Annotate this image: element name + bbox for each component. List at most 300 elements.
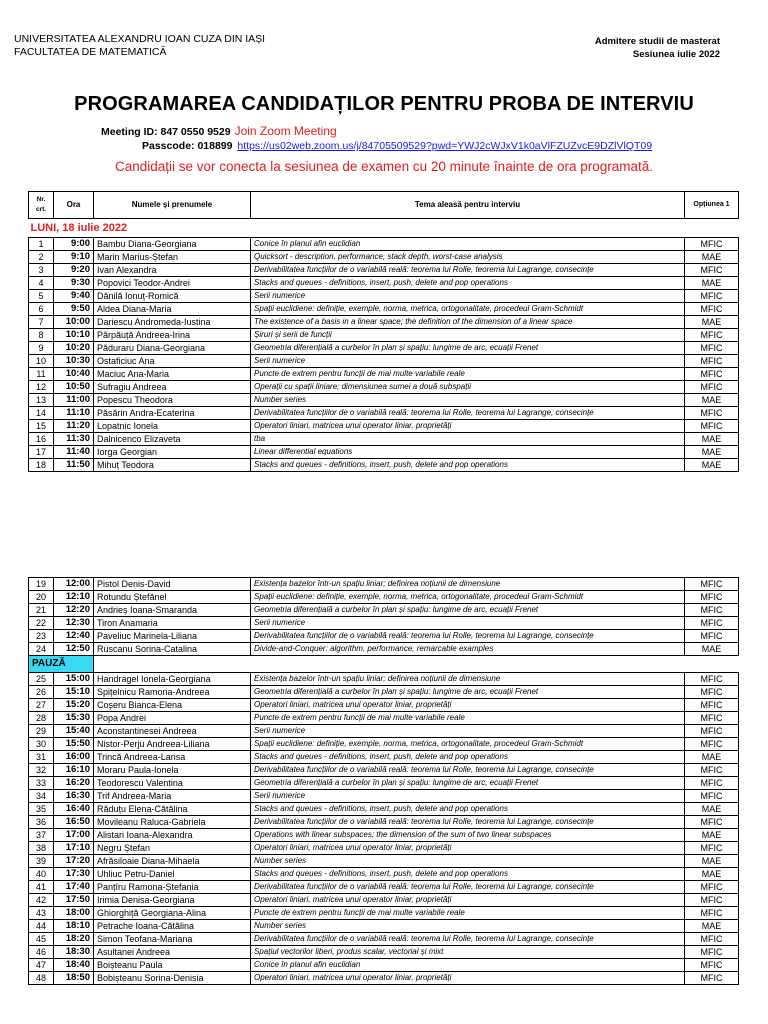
interview-topic: Geometria diferențială a curbelor în plan și spațiu: lungime de arc, ecuații Frenet (251, 777, 685, 790)
institution-block (14, 33, 265, 59)
row-number: 40 (29, 868, 54, 881)
table-row (29, 764, 739, 777)
row-number: 15 (29, 420, 54, 433)
option: MFIC (685, 604, 739, 617)
row-number: 1 (29, 238, 54, 251)
row-time: 15:20 (54, 699, 94, 712)
candidate-name: Bambu Diana-Georgiana (94, 238, 251, 251)
table-row (29, 894, 739, 907)
candidate-name: Simon Teofana-Mariana (94, 933, 251, 946)
row-number: 39 (29, 855, 54, 868)
interview-topic: Puncte de extrem pentru funcții de mai multe variabile reale (251, 712, 685, 725)
interview-topic: Operatori liniari, matricea unui operator liniar, proprietăți (251, 972, 685, 985)
admission-label: Admitere studii de masterat (594, 36, 720, 47)
row-time: 17:40 (54, 881, 94, 894)
pause-spacer (94, 656, 739, 673)
candidate-name: Handragel Ionela-Georgiana (94, 673, 251, 686)
candidate-name: Boișteanu Paula (94, 959, 251, 972)
row-time: 16:40 (54, 803, 94, 816)
option: MAE (685, 446, 739, 459)
option: MFIC (685, 764, 739, 777)
row-time: 9:30 (54, 277, 94, 290)
candidate-name: Marin Marius-Ștefan (94, 251, 251, 264)
table-row (29, 303, 739, 316)
option: MFIC (685, 725, 739, 738)
interview-topic: Existența bazelor într-un spațiu liniar; definirea noțiunii de dimensiune (251, 673, 685, 686)
row-number: 48 (29, 972, 54, 985)
interview-topic: Linear differential equations (251, 446, 685, 459)
row-number: 38 (29, 842, 54, 855)
option: MFIC (685, 342, 739, 355)
interview-topic: Stacks and queues - definitions, insert, push, delete and pop operations (251, 277, 685, 290)
interview-topic: Derivabilitatea funcțiilor de o variabilă reală: teorema lui Rolle, teorema lui Lagrange, consecințe (251, 407, 685, 420)
candidate-name: Aconstantinesei Andreea (94, 725, 251, 738)
interview-topic: tba (251, 433, 685, 446)
table-row (29, 446, 739, 459)
row-number: 28 (29, 712, 54, 725)
table-row (29, 816, 739, 829)
row-time: 18:00 (54, 907, 94, 920)
session-label: Sesiunea iulie 2022 (632, 49, 720, 60)
candidate-name: Popa Andrei (94, 712, 251, 725)
table-row (29, 329, 739, 342)
interview-topic: The existence of a basis in a linear space; the definition of the dimension of a linear space (251, 316, 685, 329)
interview-topic: Stacks and queues - definitions, insert, push, delete and pop operations (251, 751, 685, 764)
interview-topic: Derivabilitatea funcțiilor de o variabilă reală: teorema lui Rolle, teorema lui Lagrange, consecințe (251, 933, 685, 946)
join-zoom-link[interactable]: Join Zoom Meeting (234, 124, 337, 138)
row-number: 18 (29, 459, 54, 472)
row-number: 9 (29, 342, 54, 355)
option: MAE (685, 433, 739, 446)
option: MFIC (685, 578, 739, 591)
table-row (29, 751, 739, 764)
option: MFIC (685, 630, 739, 643)
row-time: 17:10 (54, 842, 94, 855)
table-row (29, 933, 739, 946)
row-number: 34 (29, 790, 54, 803)
candidate-name: Aldea Diana-Maria (94, 303, 251, 316)
row-number: 47 (29, 959, 54, 972)
candidate-name: Petrache Ioana-Cătălina (94, 920, 251, 933)
candidate-name: Andrieș Ioana-Smaranda (94, 604, 251, 617)
row-time: 11:50 (54, 459, 94, 472)
meeting-id: Meeting ID: 847 0550 9529 (101, 126, 231, 138)
row-time: 11:20 (54, 420, 94, 433)
option: MFIC (685, 777, 739, 790)
candidate-name: Sufragiu Andreea (94, 381, 251, 394)
interview-topic: Șiruri și serii de funcții (251, 329, 685, 342)
candidate-name: Nistor-Perju Andreea-Liliana (94, 738, 251, 751)
row-time: 9:20 (54, 264, 94, 277)
candidate-name: Movileanu Raluca-Gabriela (94, 816, 251, 829)
row-number: 5 (29, 290, 54, 303)
row-time: 16:30 (54, 790, 94, 803)
table-row (29, 264, 739, 277)
table-row (29, 803, 739, 816)
interview-topic: Derivabilitatea funcțiilor de o variabilă reală: teorema lui Rolle, teorema lui Lagrange, consecințe (251, 630, 685, 643)
col-nr: Nr. crt. (29, 192, 54, 219)
row-number: 42 (29, 894, 54, 907)
interview-topic: Derivabilitatea funcțiilor de o variabilă reală: teorema lui Rolle, teorema lui Lagrange, consecințe (251, 264, 685, 277)
row-time: 10:00 (54, 316, 94, 329)
table-row (29, 316, 739, 329)
option: MFIC (685, 381, 739, 394)
table-row (29, 725, 739, 738)
table-row (29, 920, 739, 933)
candidate-name: Ivan Alexandra (94, 264, 251, 277)
row-number: 26 (29, 686, 54, 699)
option: MAE (685, 643, 739, 656)
table-row (29, 699, 739, 712)
option: MFIC (685, 816, 739, 829)
interview-topic: Operations with linear subspaces; the dimension of the sum of two linear subspaces (251, 829, 685, 842)
option: MFIC (685, 790, 739, 803)
candidate-name: Dariescu Andromeda-Iustina (94, 316, 251, 329)
row-number: 19 (29, 578, 54, 591)
row-time: 12:20 (54, 604, 94, 617)
row-number: 43 (29, 907, 54, 920)
table-row (29, 238, 739, 251)
interview-topic: Stacks and queues - definitions, insert, push, delete and pop operations (251, 803, 685, 816)
row-time: 12:50 (54, 643, 94, 656)
col-tema: Tema aleasă pentru interviu (251, 192, 685, 219)
zoom-url-link[interactable]: https://us02web.zoom.us/j/84705509529?pwd=YWJ2cWJxV1k0aVlFZUZvcE9DZlVlQT09 (237, 140, 653, 152)
option: MFIC (685, 946, 739, 959)
table-row (29, 946, 739, 959)
table-row (29, 355, 739, 368)
row-number: 22 (29, 617, 54, 630)
candidate-name: Bobișteanu Sorina-Denisia (94, 972, 251, 985)
option: MFIC (685, 407, 739, 420)
interview-topic: Derivabilitatea funcțiilor de o variabilă reală: teorema lui Rolle, teorema lui Lagrange, consecințe (251, 764, 685, 777)
option: MFIC (685, 355, 739, 368)
row-number: 17 (29, 446, 54, 459)
table-row (29, 673, 739, 686)
option: MFIC (685, 712, 739, 725)
option: MFIC (685, 907, 739, 920)
row-time: 16:20 (54, 777, 94, 790)
row-number: 12 (29, 381, 54, 394)
option: MAE (685, 316, 739, 329)
option: MFIC (685, 673, 739, 686)
interview-topic: Geometria diferențială a curbelor în plan și spațiu: lungime de arc, ecuații Frenet (251, 342, 685, 355)
row-time: 9:00 (54, 238, 94, 251)
row-number: 44 (29, 920, 54, 933)
option: MFIC (685, 842, 739, 855)
option: MFIC (685, 591, 739, 604)
row-number: 21 (29, 604, 54, 617)
row-number: 11 (29, 368, 54, 381)
candidate-name: Iorga Georgian (94, 446, 251, 459)
option: MFIC (685, 686, 739, 699)
row-number: 20 (29, 591, 54, 604)
interview-topic: Operatori liniari, matricea unui operator liniar, proprietăți (251, 699, 685, 712)
interview-topic: Spații euclidiene: definiție, exemple, norma, metrica, ortogonalitate, procedeul Gram-Schmidt (251, 738, 685, 751)
candidate-name: Pistol Denis-David (94, 578, 251, 591)
option: MFIC (685, 238, 739, 251)
option: MFIC (685, 959, 739, 972)
row-time: 11:40 (54, 446, 94, 459)
row-time: 11:00 (54, 394, 94, 407)
candidate-name: Ghiorghiță Georgiana-Alina (94, 907, 251, 920)
table-row (29, 738, 739, 751)
table-row (29, 368, 739, 381)
row-time: 18:10 (54, 920, 94, 933)
option: MFIC (685, 303, 739, 316)
table-row (29, 972, 739, 985)
university-name: UNIVERSITATEA ALEXANDRU IOAN CUZA DIN IAȘI (14, 33, 266, 45)
passcode-label: Passcode: 018899 (142, 140, 233, 152)
interview-topic: Operații cu spații liniare; dimensiunea sumei a două subspații (251, 381, 685, 394)
candidate-name: Răduțu Elena-Cătălina (94, 803, 251, 816)
row-number: 37 (29, 829, 54, 842)
table-row (29, 420, 739, 433)
interview-topic: Serii numerice (251, 290, 685, 303)
table-row (29, 686, 739, 699)
option: MAE (685, 277, 739, 290)
interview-topic: Serii numerice (251, 617, 685, 630)
option: MFIC (685, 972, 739, 985)
option: MFIC (685, 368, 739, 381)
row-number: 33 (29, 777, 54, 790)
row-number: 30 (29, 738, 54, 751)
schedule-table-morning (28, 191, 739, 472)
row-number: 4 (29, 277, 54, 290)
option: MFIC (685, 894, 739, 907)
interview-topic: Derivabilitatea funcțiilor de o variabilă reală: teorema lui Rolle, teorema lui Lagrange, consecințe (251, 881, 685, 894)
candidate-name: Coșeru Bianca-Elena (94, 699, 251, 712)
interview-topic: Operatori liniari, matricea unui operator liniar, proprietăți (251, 894, 685, 907)
candidate-name: Ostaficiuc Ana (94, 355, 251, 368)
row-number: 32 (29, 764, 54, 777)
candidate-name: Asultanei Andreea (94, 946, 251, 959)
col-ora: Ora (54, 192, 94, 219)
row-number: 23 (29, 630, 54, 643)
table-row (29, 459, 739, 472)
candidate-name: Mihuț Teodora (94, 459, 251, 472)
interview-topic: Stacks and queues - definitions, insert, push, delete and pop operations (251, 459, 685, 472)
table-row (29, 381, 739, 394)
candidate-name: Teodorescu Valentina (94, 777, 251, 790)
candidate-name: Rotundu Ștefănel (94, 591, 251, 604)
col-optiune: Opțiunea 1 (685, 192, 739, 219)
row-number: 41 (29, 881, 54, 894)
col-nume: Numele și prenumele (94, 192, 251, 219)
table-row (29, 277, 739, 290)
table-row (29, 907, 739, 920)
row-time: 10:10 (54, 329, 94, 342)
row-time: 9:50 (54, 303, 94, 316)
row-time: 12:30 (54, 617, 94, 630)
candidate-name: Trincă Andreea-Larisa (94, 751, 251, 764)
faculty-name: FACULTATEA DE MATEMATICĂ (14, 46, 167, 58)
table-row (29, 643, 739, 656)
pause-row (29, 656, 739, 673)
candidate-name: Popescu Theodora (94, 394, 251, 407)
row-time: 17:50 (54, 894, 94, 907)
row-number: 16 (29, 433, 54, 446)
row-number: 46 (29, 946, 54, 959)
table-row (29, 251, 739, 264)
candidate-name: Spițelnicu Ramona-Andreea (94, 686, 251, 699)
interview-topic: Derivabilitatea funcțiilor de o variabilă reală: teorema lui Rolle, teorema lui Lagrange, consecințe (251, 816, 685, 829)
pause-label: PAUZĂ (29, 656, 94, 673)
row-time: 15:30 (54, 712, 94, 725)
interview-topic: Operatori liniari, matricea unui operator liniar, proprietăți (251, 420, 685, 433)
interview-topic: Spații euclidiene: definiție, exemple, norma, metrica, ortogonalitate, procedeul Gram-Schmidt (251, 591, 685, 604)
candidate-name: Ruscanu Sorina-Catalina (94, 643, 251, 656)
row-time: 16:00 (54, 751, 94, 764)
candidate-name: Paveliuc Marinela-Liliana (94, 630, 251, 643)
row-time: 18:50 (54, 972, 94, 985)
candidate-name: Pârpăuță Andreea-Irina (94, 329, 251, 342)
interview-topic: Number series (251, 855, 685, 868)
passcode-info (142, 140, 652, 152)
row-time: 17:30 (54, 868, 94, 881)
table-row (29, 342, 739, 355)
row-time: 15:50 (54, 738, 94, 751)
row-time: 10:50 (54, 381, 94, 394)
row-time: 17:00 (54, 829, 94, 842)
connection-notice: Candidații se vor conecta la sesiunea de examen cu 20 minute înainte de ora programată. (114, 159, 654, 174)
row-time: 11:30 (54, 433, 94, 446)
table-row (29, 790, 739, 803)
meeting-info (101, 124, 337, 138)
candidate-name: Alistari Ioana-Alexandra (94, 829, 251, 842)
table-row (29, 868, 739, 881)
candidate-name: Dănilă Ionuț-Romică (94, 290, 251, 303)
row-time: 9:10 (54, 251, 94, 264)
table-row (29, 617, 739, 630)
row-time: 12:00 (54, 578, 94, 591)
option: MFIC (685, 933, 739, 946)
option: MAE (685, 394, 739, 407)
row-number: 27 (29, 699, 54, 712)
interview-topic: Serii numerice (251, 790, 685, 803)
row-number: 13 (29, 394, 54, 407)
option: MAE (685, 459, 739, 472)
schedule-table-afternoon (28, 577, 739, 985)
row-number: 2 (29, 251, 54, 264)
row-time: 9:40 (54, 290, 94, 303)
candidate-name: Afrăsiloaie Diana-Mihaela (94, 855, 251, 868)
option: MAE (685, 855, 739, 868)
session-block (595, 35, 720, 61)
interview-topic: Number series (251, 394, 685, 407)
interview-topic: Puncte de extrem pentru funcții de mai multe variabile reale (251, 907, 685, 920)
row-number: 25 (29, 673, 54, 686)
row-time: 10:30 (54, 355, 94, 368)
option: MFIC (685, 264, 739, 277)
row-time: 18:20 (54, 933, 94, 946)
option: MAE (685, 251, 739, 264)
interview-topic: Serii numerice (251, 725, 685, 738)
candidate-name: Uhliuc Petru-Daniel (94, 868, 251, 881)
row-number: 36 (29, 816, 54, 829)
table-row (29, 959, 739, 972)
candidate-name: Lopatnic Ionela (94, 420, 251, 433)
row-time: 10:40 (54, 368, 94, 381)
row-time: 12:40 (54, 630, 94, 643)
interview-topic: Conice în planul afin euclidian (251, 238, 685, 251)
table-row (29, 591, 739, 604)
row-time: 12:10 (54, 591, 94, 604)
row-number: 29 (29, 725, 54, 738)
candidate-name: Irimia Denisa-Georgiana (94, 894, 251, 907)
interview-topic: Spații euclidiene: definiție, exemple, norma, metrica, ortogonalitate, procedeul Gram-Schmidt (251, 303, 685, 316)
row-time: 17:20 (54, 855, 94, 868)
table-row (29, 842, 739, 855)
option: MFIC (685, 290, 739, 303)
interview-topic: Existența bazelor într-un spațiu liniar; definirea noțiunii de dimensiune (251, 578, 685, 591)
option: MFIC (685, 420, 739, 433)
option: MAE (685, 751, 739, 764)
candidate-name: Păduraru Diana-Georgiana (94, 342, 251, 355)
table-row (29, 407, 739, 420)
option: MFIC (685, 881, 739, 894)
interview-topic: Geometria diferențială a curbelor în plan și spațiu: lungime de arc, ecuații Frenet (251, 686, 685, 699)
table-row (29, 630, 739, 643)
row-time: 18:40 (54, 959, 94, 972)
row-number: 3 (29, 264, 54, 277)
interview-topic: Divide-and-Conquer: algorithm, performance, remarcable examples (251, 643, 685, 656)
option: MAE (685, 920, 739, 933)
candidate-name: Trif Andreea-Maria (94, 790, 251, 803)
row-number: 31 (29, 751, 54, 764)
option: MAE (685, 803, 739, 816)
table-row (29, 578, 739, 591)
candidate-name: Păsărin Andra-Ecaterina (94, 407, 251, 420)
row-number: 8 (29, 329, 54, 342)
row-number: 14 (29, 407, 54, 420)
table-row (29, 829, 739, 842)
row-number: 7 (29, 316, 54, 329)
option: MAE (685, 868, 739, 881)
option: MFIC (685, 738, 739, 751)
row-time: 16:10 (54, 764, 94, 777)
row-number: 35 (29, 803, 54, 816)
candidate-name: Dalnicenco Elizaveta (94, 433, 251, 446)
interview-topic: Number series (251, 920, 685, 933)
row-number: 45 (29, 933, 54, 946)
candidate-name: Popovici Teodor-Andrei (94, 277, 251, 290)
table-row (29, 604, 739, 617)
row-number: 24 (29, 643, 54, 656)
interview-topic: Operatori liniari, matricea unui operator liniar, proprietăți (251, 842, 685, 855)
option: MAE (685, 829, 739, 842)
candidate-name: Maciuc Ana-Maria (94, 368, 251, 381)
interview-topic: Stacks and queues - definitions, insert, push, delete and pop operations (251, 868, 685, 881)
row-time: 15:40 (54, 725, 94, 738)
interview-topic: Conice în planul afin euclidian (251, 959, 685, 972)
interview-topic: Quicksort - description, performance, stack depth, worst-case analysis (251, 251, 685, 264)
interview-topic: Puncte de extrem pentru funcții de mai multe variabile reale (251, 368, 685, 381)
page-title: PROGRAMAREA CANDIDAȚILOR PENTRU PROBA DE INTERVIU (74, 93, 694, 115)
row-time: 15:10 (54, 686, 94, 699)
candidate-name: Tiron Anamaria (94, 617, 251, 630)
table-header-row (29, 192, 739, 219)
interview-topic: Spațiul vectorilor liberi, produs scalar, vectorial și mixt (251, 946, 685, 959)
row-time: 15:00 (54, 673, 94, 686)
row-time: 10:20 (54, 342, 94, 355)
interview-topic: Geometria diferențială a curbelor în plan și spațiu: lungime de arc, ecuații Frenet (251, 604, 685, 617)
interview-topic: Serii numerice (251, 355, 685, 368)
row-time: 18:30 (54, 946, 94, 959)
candidate-name: Moraru Paula-Ionela (94, 764, 251, 777)
candidate-name: Negru Ștefan (94, 842, 251, 855)
table-row (29, 290, 739, 303)
table-row (29, 394, 739, 407)
